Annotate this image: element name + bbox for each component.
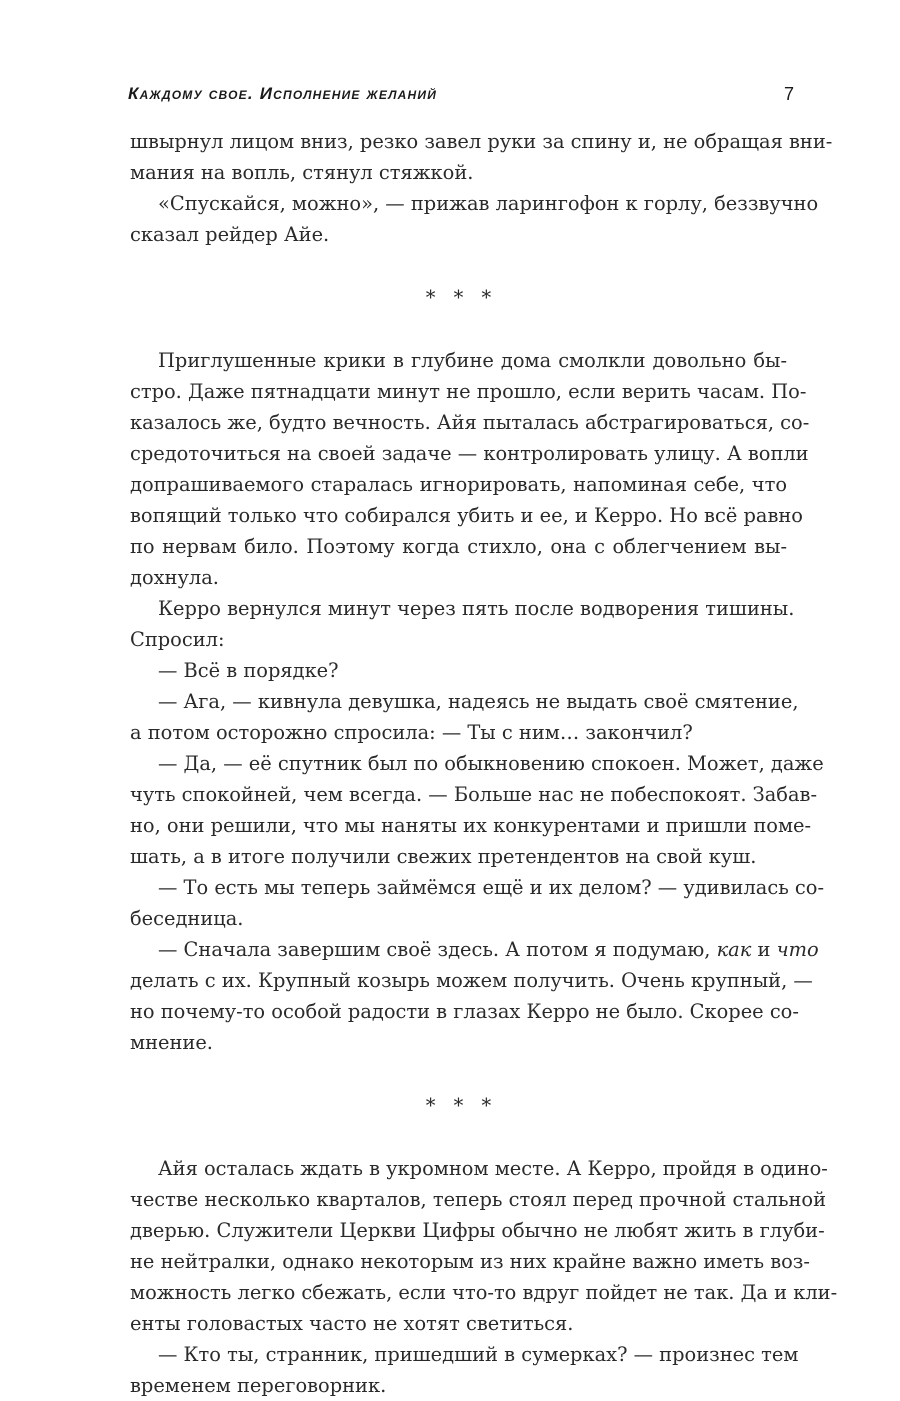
- text-line: — Да, — её спутник был по обыкновению спокоен. Может, даже: [158, 752, 824, 775]
- text-line: шать, а в итоге получили свежих претендентов на свой куш.: [130, 845, 757, 868]
- text-line: стро. Даже пятнадцати минут не прошло, если верить часам. По-: [130, 380, 807, 403]
- text-line: Приглушенные крики в глубине дома смолкли довольно бы-: [158, 349, 787, 372]
- text-line: временем переговорник.: [130, 1374, 387, 1397]
- text-line: — Всё в порядке?: [158, 659, 339, 682]
- text-line: вопящий только что собирался убить и ее, и Керро. Но всё равно: [130, 504, 803, 527]
- text-line: — То есть мы теперь займёмся ещё и их делом? — удивилась со-: [158, 876, 824, 899]
- text-line: мания на вопль, стянул стяжкой.: [130, 161, 474, 184]
- text-line: дохнула.: [130, 566, 219, 589]
- text-line: мнение.: [130, 1031, 213, 1054]
- italic-word: что: [776, 938, 819, 961]
- text-line: енты головастых часто не хотят светиться.: [130, 1312, 574, 1335]
- text-line: сказал рейдер Айе.: [130, 223, 330, 246]
- italic-word: как: [716, 938, 752, 961]
- text-line: Айя осталась ждать в укромном месте. А Керро, пройдя в одино-: [158, 1157, 828, 1180]
- text-line: казалось же, будто вечность. Айя пыталась абстрагироваться, со-: [130, 411, 810, 434]
- running-title: Каждому свое. Исполнение желаний: [128, 84, 438, 103]
- text-line-with-italics: [130, 934, 819, 965]
- text-line: чуть спокойней, чем всегда. — Больше нас не побеспокоят. Забав-: [130, 783, 818, 806]
- text-line: но, они решили, что мы наняты их конкурентами и пришли поме-: [130, 814, 812, 837]
- page-number: 7: [784, 84, 795, 104]
- text-line: можность легко сбежать, если что-то вдруг пойдет не так. Да и кли-: [130, 1281, 838, 1304]
- text-line: делать с их. Крупный козырь можем получить. Очень крупный, —: [130, 969, 813, 992]
- text-line: беседница.: [130, 907, 244, 930]
- text-line: «Спускайся, можно», — прижав ларингофон к горлу, беззвучно: [158, 192, 819, 215]
- text-line: швырнул лицом вниз, резко завел руки за спину и, не обращая вни-: [130, 130, 833, 153]
- text-run: — Сначала завершим своё здесь. А потом я подумаю,: [158, 938, 717, 961]
- text-line: допрашиваемого старалась игнорировать, напоминая себе, что: [130, 473, 787, 496]
- text-line: не нейтралки, однако некоторым из них крайне важно иметь воз-: [130, 1250, 810, 1273]
- text-line: по нервам било. Поэтому когда стихло, она с облегчением вы-: [130, 535, 787, 558]
- section-separator: * * *: [425, 286, 498, 309]
- text-line: — Кто ты, странник, пришедший в сумерках? — произнес тем: [158, 1343, 799, 1366]
- text-line: но почему-то особой радости в глазах Керро не было. Скорее со-: [130, 1000, 799, 1023]
- text-line: честве несколько кварталов, теперь стоял перед прочной стальной: [130, 1188, 827, 1211]
- section-separator: * * *: [425, 1094, 498, 1117]
- text-line: Спросил:: [130, 628, 225, 651]
- text-line: а потом осторожно спросила: — Ты с ним… закончил?: [130, 721, 693, 744]
- body-text: [130, 126, 838, 1401]
- text-line: Керро вернулся минут через пять после водворения тишины.: [158, 597, 795, 620]
- text-line: средоточиться на своей задаче — контролировать улицу. А вопли: [130, 442, 809, 465]
- text-line: дверью. Служители Церкви Цифры обычно не любят жить в глуби-: [130, 1219, 825, 1242]
- text-run: и: [751, 938, 777, 961]
- text-line: — Ага, — кивнула девушка, надеясь не выдать своё смятение,: [158, 690, 799, 713]
